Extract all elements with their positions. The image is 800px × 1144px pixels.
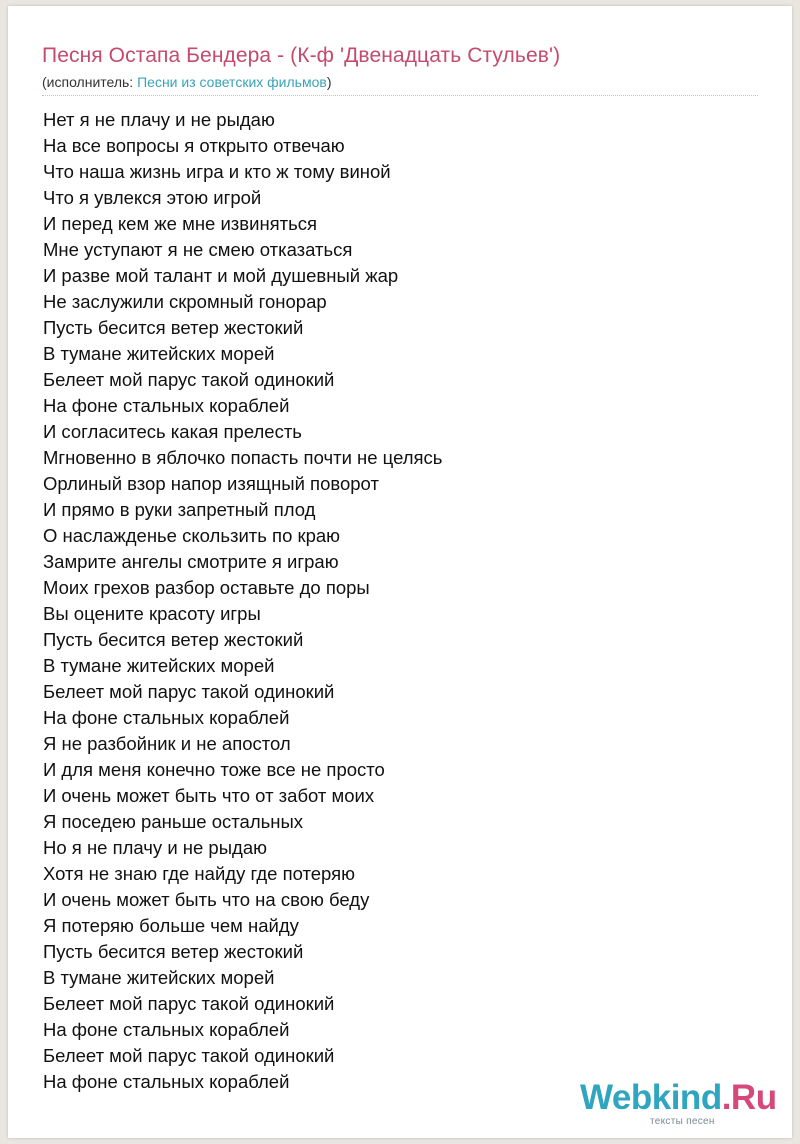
lyric-line: Но я не плачу и не рыдаю — [43, 837, 267, 858]
lyric-line: На фоне стальных кораблей — [43, 395, 290, 416]
lyric-line: И согласитесь какая прелесть — [43, 421, 302, 442]
lyric-line: Нет я не плачу и не рыдаю — [43, 109, 275, 130]
lyric-line: Пусть бесится ветер жестокий — [43, 629, 304, 650]
artist-link[interactable]: Песни из советских фильмов — [137, 74, 327, 90]
lyric-line: Вы оцените красоту игры — [43, 603, 261, 624]
lyrics-sheet — [8, 6, 792, 1138]
logo-tld: .Ru — [721, 1078, 777, 1117]
logo-brand: Webkind — [580, 1078, 722, 1117]
lyric-line: В тумане житейских морей — [43, 967, 275, 988]
logo-tagline: тексты песен — [650, 1116, 715, 1127]
logo-wordmark — [580, 1078, 777, 1118]
lyric-line: Белеет мой парус такой одинокий — [43, 681, 335, 702]
lyric-line: На фоне стальных кораблей — [43, 1019, 290, 1040]
lyric-line: Я потеряю больше чем найду — [43, 915, 299, 936]
lyric-line: Замрите ангелы смотрите я играю — [43, 551, 339, 572]
lyric-line: И для меня конечно тоже все не просто — [43, 759, 385, 780]
lyric-line: Мгновенно в яблочко попасть почти не целясь — [43, 447, 443, 468]
lyric-line: На фоне стальных кораблей — [43, 1071, 290, 1092]
lyric-line: Орлиный взор напор изящный поворот — [43, 473, 379, 494]
lyric-line: И очень может быть что от забот моих — [43, 785, 375, 806]
lyric-line: Не заслужили скромный гонорар — [43, 291, 327, 312]
lyric-line: Пусть бесится ветер жестокий — [43, 941, 304, 962]
lyric-line: Белеет мой парус такой одинокий — [43, 369, 335, 390]
lyric-line: Моих грехов разбор оставьте до поры — [43, 577, 370, 598]
lyric-line: На фоне стальных кораблей — [43, 707, 290, 728]
lyrics-list — [43, 107, 442, 1095]
lyric-line: И разве мой талант и мой душевный жар — [43, 265, 399, 286]
artist-suffix: ) — [326, 74, 332, 90]
lyric-line: Хотя не знаю где найду где потеряю — [43, 863, 356, 884]
song-title: Песня Остапа Бендера - (К-ф 'Двенадцать Стульев') — [42, 44, 561, 67]
lyric-line: И перед кем же мне извиняться — [43, 213, 318, 234]
lyric-line: О наслажденье скользить по краю — [43, 525, 341, 546]
lyric-line: Пусть бесится ветер жестокий — [43, 317, 304, 338]
lyric-line: Белеет мой парус такой одинокий — [43, 993, 335, 1014]
lyric-line: И очень может быть что на свою беду — [43, 889, 370, 910]
lyric-line: На все вопросы я открыто отвечаю — [43, 135, 345, 156]
artist-prefix: (исполнитель: — [42, 74, 138, 90]
lyric-line: Я поседею раньше остальных — [43, 811, 304, 832]
lyric-line: Что я увлекся этою игрой — [43, 187, 262, 208]
artist-line — [42, 74, 331, 90]
lyric-line: Что наша жизнь игра и кто ж тому виной — [43, 161, 391, 182]
webkind-logo[interactable] — [580, 1078, 780, 1130]
lyric-line: Я не разбойник и не апостол — [43, 733, 291, 754]
title-divider — [42, 95, 758, 96]
lyric-line: Белеет мой парус такой одинокий — [43, 1045, 335, 1066]
lyric-line: В тумане житейских морей — [43, 343, 275, 364]
lyric-line: В тумане житейских морей — [43, 655, 275, 676]
lyric-line: Мне уступают я не смею отказаться — [43, 239, 353, 260]
lyric-line: И прямо в руки запретный плод — [43, 499, 316, 520]
